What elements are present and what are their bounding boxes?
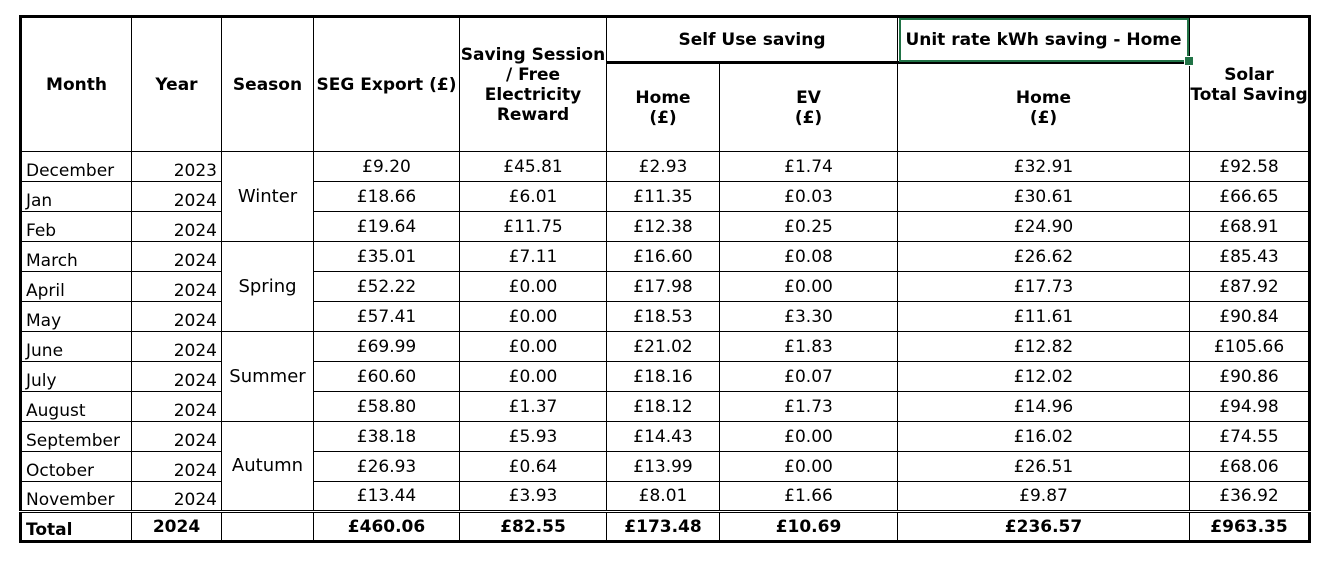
cell-solar-total[interactable]: £68.06 — [1190, 452, 1310, 482]
table-row — [21, 302, 1310, 332]
cell-month[interactable]: August — [21, 392, 132, 422]
cell-year[interactable]: 2024 — [132, 302, 222, 332]
cell-self-use-home[interactable]: £12.38 — [607, 212, 720, 242]
cell-season[interactable]: Spring — [222, 242, 314, 332]
cell-solar-total[interactable]: £92.58 — [1190, 152, 1310, 182]
header-unit-rate-home-line1: Home — [1015, 87, 1072, 108]
total-unit-rate-home[interactable]: £236.57 — [898, 512, 1190, 542]
cell-seg-export[interactable]: £58.80 — [314, 392, 460, 422]
header-month[interactable]: Month — [21, 17, 132, 152]
cell-unit-rate-home[interactable]: £12.82 — [898, 332, 1190, 362]
cell-year[interactable]: 2023 — [132, 152, 222, 182]
cell-year[interactable]: 2024 — [132, 332, 222, 362]
total-row — [21, 512, 1310, 542]
cell-saving-session[interactable]: £3.93 — [460, 482, 607, 512]
cell-self-use-home[interactable]: £13.99 — [607, 452, 720, 482]
cell-year[interactable]: 2024 — [132, 482, 222, 512]
cell-self-use-ev[interactable]: £0.07 — [720, 362, 898, 392]
cell-year[interactable]: 2024 — [132, 392, 222, 422]
header-unit-rate-home-line2: (£) — [1029, 107, 1058, 128]
total-year[interactable]: 2024 — [132, 512, 222, 542]
cell-seg-export[interactable]: £69.99 — [314, 332, 460, 362]
cell-self-use-home[interactable]: £18.16 — [607, 362, 720, 392]
cell-solar-total[interactable]: £90.86 — [1190, 362, 1310, 392]
cell-self-use-ev[interactable]: £0.00 — [720, 422, 898, 452]
cell-unit-rate-home[interactable]: £26.51 — [898, 452, 1190, 482]
cell-unit-rate-home[interactable]: £11.61 — [898, 302, 1190, 332]
cell-month[interactable]: October — [21, 452, 132, 482]
cell-unit-rate-home[interactable]: £16.02 — [898, 422, 1190, 452]
cell-unit-rate-home[interactable]: £12.02 — [898, 362, 1190, 392]
header-season[interactable]: Season — [222, 17, 314, 152]
total-label[interactable]: Total — [21, 512, 132, 542]
cell-self-use-ev[interactable]: £1.66 — [720, 482, 898, 512]
table-row — [21, 362, 1310, 392]
cell-self-use-home[interactable]: £16.60 — [607, 242, 720, 272]
header-unit-rate-label: Unit rate kWh saving - Home — [905, 29, 1182, 50]
total-season-empty[interactable] — [222, 512, 314, 542]
cell-self-use-ev[interactable]: £1.83 — [720, 332, 898, 362]
cell-month[interactable]: June — [21, 332, 132, 362]
header-solar-total-line1: Solar — [1224, 64, 1274, 85]
cell-saving-session[interactable]: £0.00 — [460, 302, 607, 332]
cell-month[interactable]: March — [21, 242, 132, 272]
cell-month[interactable]: May — [21, 302, 132, 332]
cell-self-use-ev[interactable]: £0.25 — [720, 212, 898, 242]
cell-seg-export[interactable]: £57.41 — [314, 302, 460, 332]
header-saving-session-line3: Electricity — [484, 84, 582, 105]
header-saving-session-line4: Reward — [496, 104, 570, 125]
cell-solar-total[interactable]: £66.65 — [1190, 182, 1310, 212]
total-seg-export[interactable]: £460.06 — [314, 512, 460, 542]
cell-seg-export[interactable]: £38.18 — [314, 422, 460, 452]
cell-seg-export[interactable]: £60.60 — [314, 362, 460, 392]
cell-season[interactable]: Autumn — [222, 422, 314, 512]
cell-seg-export[interactable]: £26.93 — [314, 452, 460, 482]
cell-saving-session[interactable]: £5.93 — [460, 422, 607, 452]
cell-year[interactable]: 2024 — [132, 422, 222, 452]
cell-solar-total[interactable]: £36.92 — [1190, 482, 1310, 512]
cell-saving-session[interactable]: £0.00 — [460, 272, 607, 302]
total-self-use-home[interactable]: £173.48 — [607, 512, 720, 542]
header-self-use-saving[interactable]: Self Use saving — [607, 17, 898, 63]
cell-year[interactable]: 2024 — [132, 362, 222, 392]
cell-saving-session[interactable]: £7.11 — [460, 242, 607, 272]
cell-month[interactable]: Jan — [21, 182, 132, 212]
cell-self-use-home[interactable]: £8.01 — [607, 482, 720, 512]
header-solar-total-line2: Total Saving — [1190, 84, 1308, 105]
table-row — [21, 212, 1310, 242]
cell-unit-rate-home[interactable]: £24.90 — [898, 212, 1190, 242]
cell-month[interactable]: November — [21, 482, 132, 512]
table-row — [21, 482, 1310, 512]
cell-seg-export[interactable]: £52.22 — [314, 272, 460, 302]
cell-self-use-home[interactable]: £2.93 — [607, 152, 720, 182]
cell-season[interactable]: Summer — [222, 332, 314, 422]
table-row — [21, 422, 1310, 452]
fill-handle[interactable] — [1184, 56, 1194, 66]
cell-self-use-ev[interactable]: £1.74 — [720, 152, 898, 182]
cell-seg-export[interactable]: £18.66 — [314, 182, 460, 212]
cell-solar-total[interactable]: £105.66 — [1190, 332, 1310, 362]
table-row — [21, 452, 1310, 482]
cell-self-use-ev[interactable]: £0.00 — [720, 272, 898, 302]
cell-saving-session[interactable]: £6.01 — [460, 182, 607, 212]
header-unit-rate-home[interactable] — [898, 63, 1190, 152]
cell-saving-session[interactable]: £45.81 — [460, 152, 607, 182]
cell-month[interactable]: July — [21, 362, 132, 392]
cell-year[interactable]: 2024 — [132, 272, 222, 302]
total-self-use-ev[interactable]: £10.69 — [720, 512, 898, 542]
header-solar-total[interactable] — [1190, 17, 1310, 152]
cell-solar-total[interactable]: £94.98 — [1190, 392, 1310, 422]
cell-saving-session[interactable]: £0.00 — [460, 332, 607, 362]
table-row — [21, 182, 1310, 212]
table-row — [21, 392, 1310, 422]
header-seg-export[interactable]: SEG Export (£) — [314, 17, 460, 152]
cell-self-use-ev[interactable]: £0.03 — [720, 182, 898, 212]
table-row — [21, 152, 1310, 182]
cell-saving-session[interactable]: £11.75 — [460, 212, 607, 242]
cell-self-use-home[interactable]: £17.98 — [607, 272, 720, 302]
header-unit-rate-selected-cell[interactable] — [898, 17, 1190, 63]
cell-solar-total[interactable]: £87.92 — [1190, 272, 1310, 302]
cell-self-use-home[interactable]: £11.35 — [607, 182, 720, 212]
cell-self-use-home[interactable]: £21.02 — [607, 332, 720, 362]
cell-unit-rate-home[interactable]: £17.73 — [898, 272, 1190, 302]
header-self-use-home-line1: Home — [635, 87, 691, 108]
cell-seg-export[interactable]: £9.20 — [314, 152, 460, 182]
cell-saving-session[interactable]: £0.64 — [460, 452, 607, 482]
cell-year[interactable]: 2024 — [132, 242, 222, 272]
cell-season[interactable]: Winter — [222, 152, 314, 242]
cell-unit-rate-home[interactable]: £30.61 — [898, 182, 1190, 212]
header-self-use-ev[interactable] — [720, 63, 898, 152]
savings-table — [19, 15, 1311, 543]
cell-seg-export[interactable]: £13.44 — [314, 482, 460, 512]
cell-year[interactable]: 2024 — [132, 182, 222, 212]
cell-self-use-ev[interactable]: £3.30 — [720, 302, 898, 332]
total-saving-session[interactable]: £82.55 — [460, 512, 607, 542]
cell-solar-total[interactable]: £90.84 — [1190, 302, 1310, 332]
cell-self-use-ev[interactable]: £1.73 — [720, 392, 898, 422]
cell-unit-rate-home[interactable]: £14.96 — [898, 392, 1190, 422]
cell-self-use-home[interactable]: £18.12 — [607, 392, 720, 422]
header-saving-session-line1: Saving Session — [460, 44, 606, 65]
cell-solar-total[interactable]: £85.43 — [1190, 242, 1310, 272]
cell-seg-export[interactable]: £19.64 — [314, 212, 460, 242]
table-row — [21, 272, 1310, 302]
cell-self-use-ev[interactable]: £0.08 — [720, 242, 898, 272]
cell-year[interactable]: 2024 — [132, 452, 222, 482]
cell-unit-rate-home[interactable]: £32.91 — [898, 152, 1190, 182]
cell-self-use-ev[interactable]: £0.00 — [720, 452, 898, 482]
cell-month[interactable]: Feb — [21, 212, 132, 242]
cell-month[interactable]: September — [21, 422, 132, 452]
header-saving-session-line2: / Free — [505, 64, 561, 85]
cell-saving-session[interactable]: £0.00 — [460, 362, 607, 392]
header-self-use-ev-line2: (£) — [794, 107, 823, 128]
cell-saving-session[interactable]: £1.37 — [460, 392, 607, 422]
header-saving-session[interactable] — [460, 17, 607, 152]
cell-unit-rate-home[interactable]: £9.87 — [898, 482, 1190, 512]
cell-self-use-home[interactable]: £18.53 — [607, 302, 720, 332]
header-self-use-home-line2: (£) — [649, 107, 677, 128]
table-row — [21, 242, 1310, 272]
cell-self-use-home[interactable]: £14.43 — [607, 422, 720, 452]
cell-unit-rate-home[interactable]: £26.62 — [898, 242, 1190, 272]
table-row — [21, 332, 1310, 362]
cell-solar-total[interactable]: £74.55 — [1190, 422, 1310, 452]
cell-month[interactable]: December — [21, 152, 132, 182]
header-self-use-home[interactable] — [607, 63, 720, 152]
total-solar-total[interactable]: £963.35 — [1190, 512, 1310, 542]
cell-month[interactable]: April — [21, 272, 132, 302]
cell-year[interactable]: 2024 — [132, 212, 222, 242]
header-self-use-ev-line1: EV — [796, 87, 821, 108]
cell-solar-total[interactable]: £68.91 — [1190, 212, 1310, 242]
header-year[interactable]: Year — [132, 17, 222, 152]
cell-seg-export[interactable]: £35.01 — [314, 242, 460, 272]
